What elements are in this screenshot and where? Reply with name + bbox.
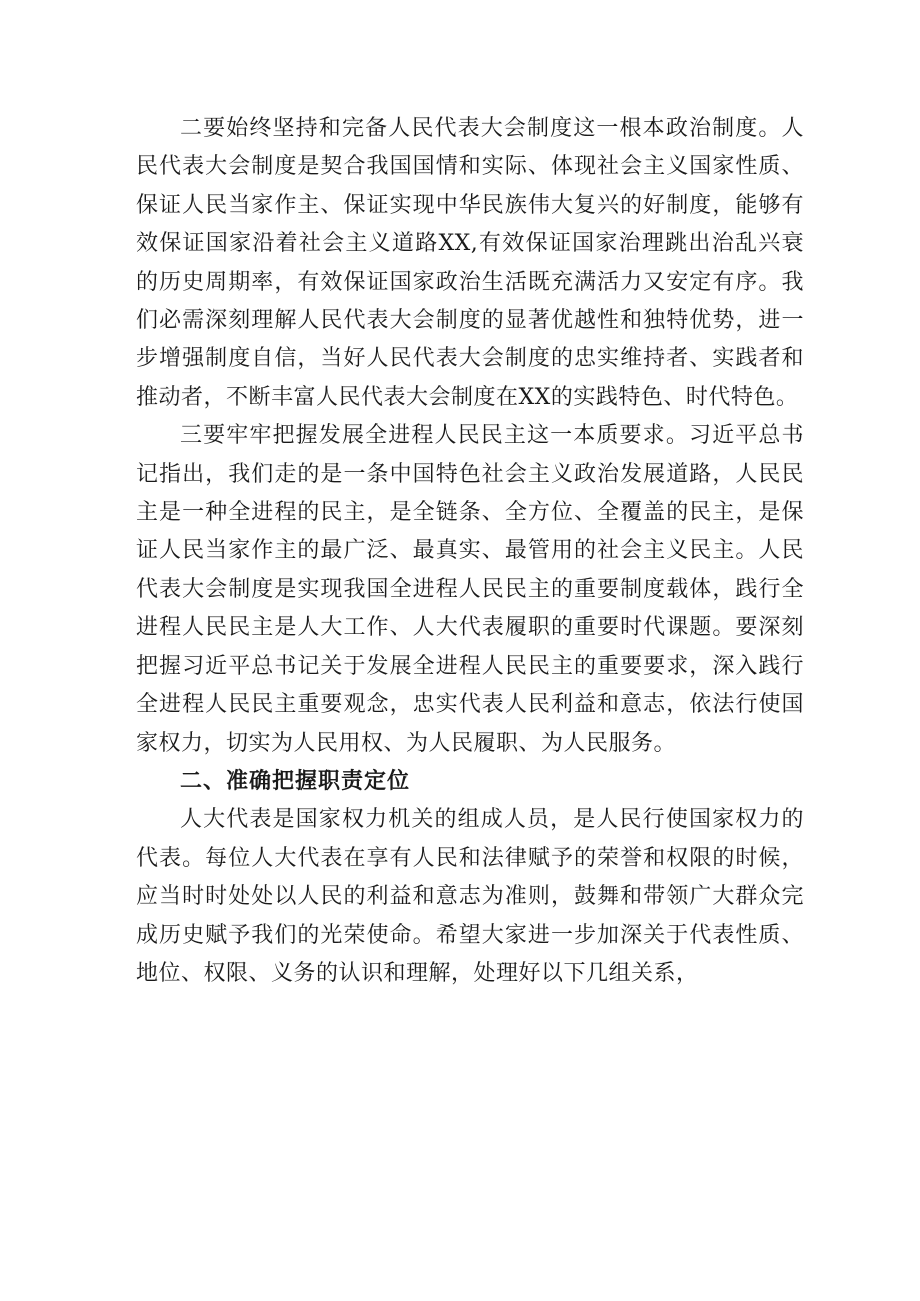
paragraph-people-congress-system: 二要始终坚持和完备人民代表大会制度这一根本政治制度。人民代表大会制度是契合我国国情和实际、体现社会主义国家性质、保证人民当家作主、保证实现中华民族伟大复兴的好制度，能够有效保证国家沿着社会主义道路XX,有效保证国家治理跳出治乱兴衰的历史周期率，有效保证国家政治生活既充满活力又安定有序。我们必需深刻理解人民代表大会制度的显著优越性和独特优势，进一步增强制度自信，当好人民代表大会制度的忠实维持者、实践者和推动者，不断丰富人民代表大会制度在XX的实践特色、时代特色。 [136,116,804,410]
section-heading: 二、准确把握职责定位 [180,768,411,794]
paragraph-whole-process-democracy: 三要牢牢把握发展全进程人民民主这一本质要求。习近平总书记指出，我们走的是一条中国特色社会主义政治发展道路，人民民主是一种全进程的民主，是全链条、全方位、全覆盖的民主，是保证人民当家作主的最广泛、最真实、最管用的社会主义民主。人民代表大会制度是实现我国全进程人民民主的重要制度载体，践行全进程人民民主是人大工作、人大代表履职的重要时代课题。要深刻把握习近平总书记关于发展全进程人民民主的重要要求，深入践行全进程人民民主重要观念，忠实代表人民利益和意志，依法行使国家权力，切实为人民用权、为人民履职、为人民服务。 [136,423,804,756]
document-page [136,110,804,993]
paragraph-deputy-role: 人大代表是国家权力机关的组成人员，是人民行使国家权力的代表。每位人大代表在享有人民和法律赋予的荣誉和权限的时候，应当时时处处以人民的利益和意志为准则，鼓舞和带领广大群众完成历史赋予我们的光荣使命。希望大家进一步加深关于代表性质、地位、权限、义务的认识和理解，处理好以下几组关系， [136,807,804,986]
